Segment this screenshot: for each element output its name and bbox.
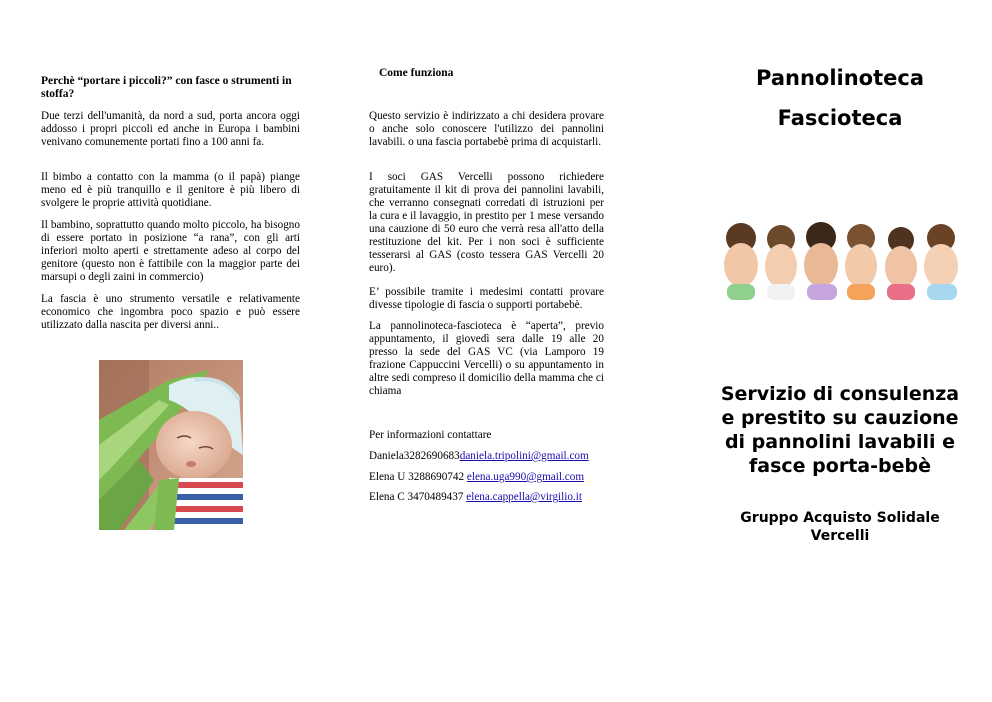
service-line-4: fasce porta-bebè: [749, 455, 931, 477]
contact-elena-u: [369, 471, 629, 484]
contact-elena-c: [369, 491, 629, 504]
contact-elena-u-label: Elena U 3288690742: [369, 471, 467, 483]
group-name: [705, 509, 975, 545]
middle-paragraph-1: Questo servizio è indirizzato a chi desidera provare o anche solo conoscere l'utilizzo dei pannolini lavabili. o una fascia portabebè prima di acquistarli.: [369, 110, 604, 148]
contact-elena-c-label: Elena C 3470489437: [369, 491, 467, 503]
group-line-1: Gruppo Acquisto Solidale: [740, 510, 940, 526]
left-paragraph-2: Il bimbo a contatto con la mamma (o il papà) piange meno ed è più tranquillo e il genitore è più libero di svolgere le proprie attività quotidiane.: [41, 171, 300, 209]
babies-photo: [717, 220, 969, 310]
title-fascioteca: Fascioteca: [777, 106, 903, 130]
contact-elena-c-email[interactable]: elena.cappella@virgilio.it: [466, 491, 582, 503]
left-paragraph-4: La fascia è uno strumento versatile e relativamente economico che ingombra poco spazio e può essere utilizzato dalla nascita per diversi anni..: [41, 293, 300, 331]
contact-daniela-email[interactable]: daniela.tripolini@gmail.com: [459, 450, 589, 462]
baby-4: [845, 224, 877, 300]
middle-paragraph-3: E’ possibile tramite i medesimi contatti provare divesse tipologie di fascia o supporti portabebè.: [369, 286, 604, 311]
baby-5: [885, 227, 917, 300]
baby-sling-photo: [99, 360, 243, 530]
left-paragraph-1: Due terzi dell'umanità, da nord a sud, porta ancora oggi addosso i propri piccoli ed anche in Europa i bambini venivano comunemente portati fino a 100 anni fa.: [41, 110, 300, 148]
left-paragraph-3: Il bambino, soprattutto quando molto piccolo, ha bisogno di essere portato in posizione “a rana”, con gli arti inferiori molto aperti e strettamente adeso al corpo del genitore (questo non è fattibile con la maggior parte dei marsupi o degli zaini in commercio): [41, 219, 300, 283]
baby-1: [724, 223, 758, 300]
service-line-3: di pannolini lavabili e: [724, 431, 956, 453]
title-pannolinoteca: Pannolinoteca: [756, 66, 924, 90]
middle-heading: Come funziona: [379, 67, 454, 79]
contact-elena-u-email[interactable]: elena.uga990@gmail.com: [466, 471, 585, 483]
contact-daniela-label: Daniela3282690683: [369, 450, 460, 462]
middle-paragraph-4: La pannolinoteca-fascioteca è “aperta”, previo appuntamento, il giovedì sera dalle 19 alle 20 presso la sede del GAS VC (via Lamporo 19 frazione Cappuccini Vercelli) o su appuntamento in altre sedi compreso il domicilio della mamma che ci chiama: [369, 320, 604, 397]
service-description: [705, 382, 975, 478]
baby-3: [804, 222, 838, 300]
baby-6: [924, 224, 958, 300]
service-line-1: Servizio di consulenza: [720, 383, 960, 405]
service-line-2: e prestito su cauzione: [721, 407, 959, 429]
middle-paragraph-2: I soci GAS Vercelli possono richiedere gratuitamente il kit di prova dei pannolini lavabili, che verranno consegnati corredati di istruzioni per la cura e il lavaggio, in prestito per 1 mese versando una cauzione di 50 euro che verrà resa all'atto della restituzione del kit. Per i non soci è sufficiente tesserarsi al GAS (costo tessera GAS Vercelli 20 euro).: [369, 171, 604, 274]
baby-2: [765, 225, 797, 300]
group-line-2: Vercelli: [810, 528, 870, 544]
contact-daniela: [369, 450, 629, 463]
left-heading: Perchè “portare i piccoli?” con fasce o strumenti in stoffa?: [41, 75, 292, 100]
contact-intro: Per informazioni contattare: [369, 429, 492, 441]
